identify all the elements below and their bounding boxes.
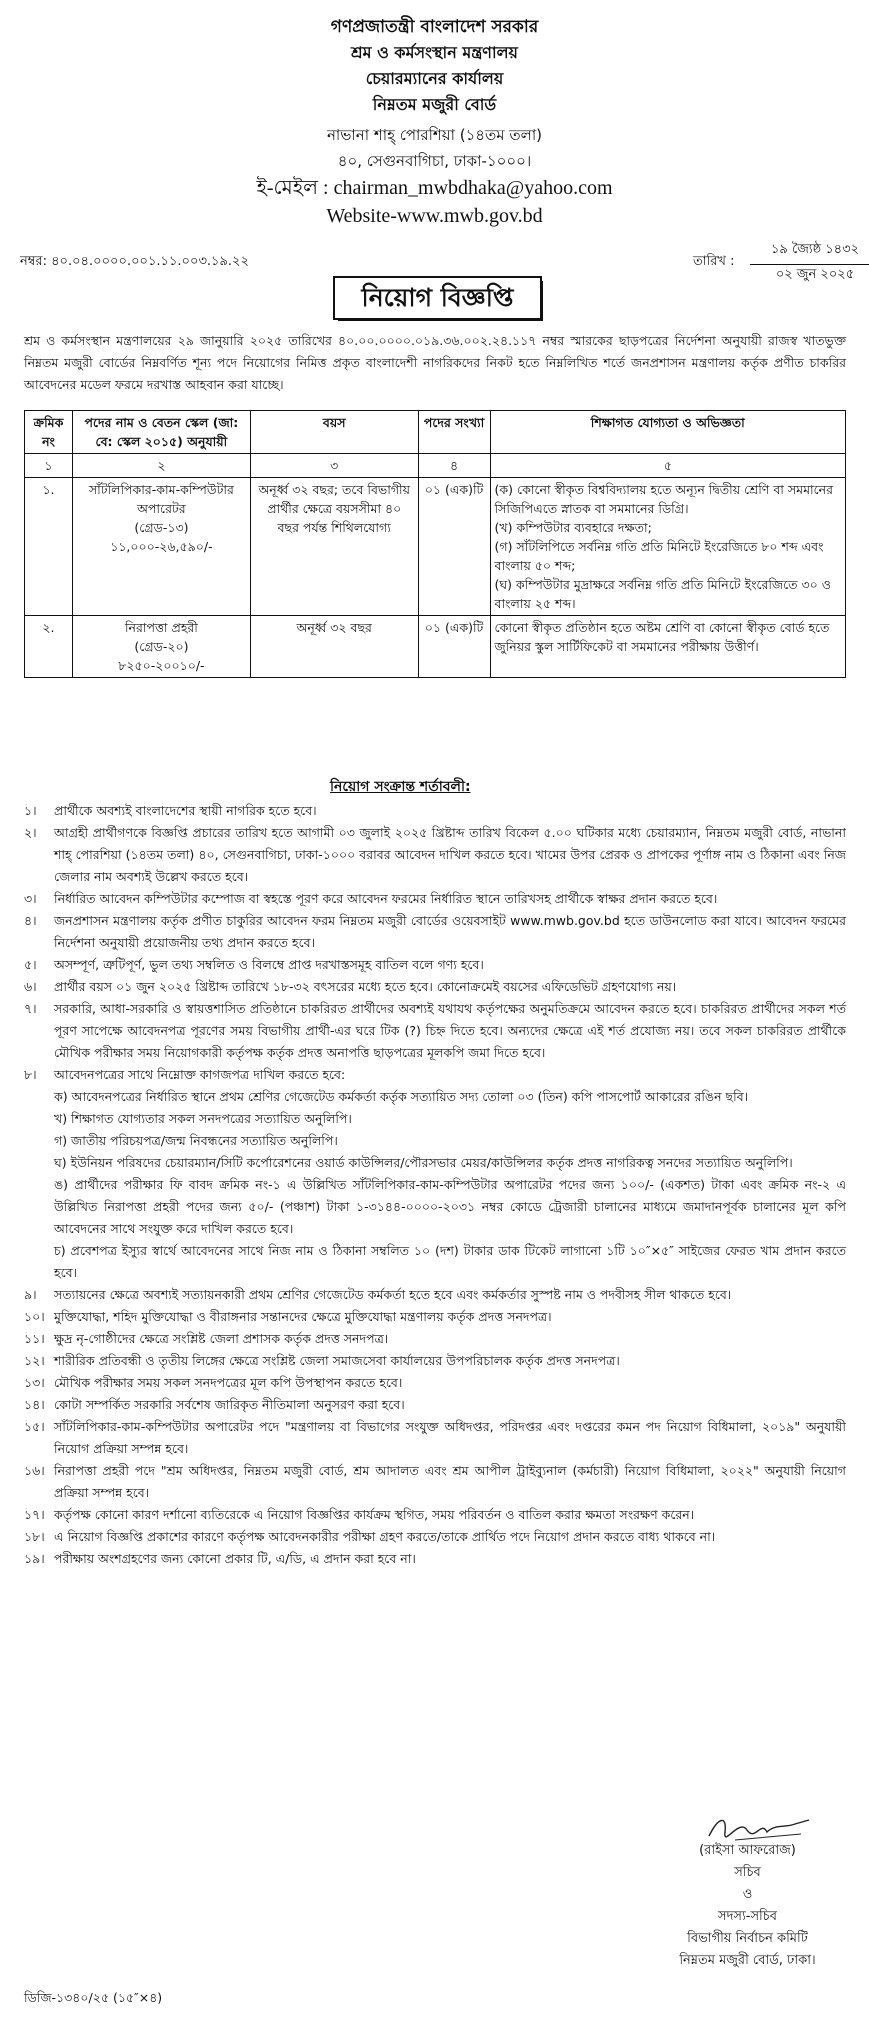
condition-item <box>24 822 846 888</box>
col-number: ৫ <box>490 454 845 478</box>
condition-item <box>24 1460 846 1504</box>
post-grade: (গ্রেড-১৩) <box>134 520 189 535</box>
memo-number: নম্বর: ৪০.০৪.০০০০.০০১.১১.০০৩.১৯.২২ <box>20 254 249 269</box>
condition-number: ১৯। <box>24 1551 45 1566</box>
row-serial: ১. <box>25 478 73 616</box>
condition-number: ১৪। <box>24 1397 45 1412</box>
condition-text: এ নিয়োগ বিজ্ঞপ্তি প্রকাশের কারণে কর্তৃপক্ষ আবেদনকারীর পরীক্ষা গ্রহণ করতে/তাকে প্রার্থিত পদে নিয়োগ প্রদান করতে বাধ্য থাকবে না। <box>54 1529 716 1544</box>
ministry-name: শ্রম ও কর্মসংস্থান মন্ত্রণালয় <box>351 43 518 62</box>
posts-table <box>24 410 846 678</box>
letterhead <box>0 14 869 230</box>
row-post <box>72 616 250 678</box>
signatory-committee: বিভাগীয় নির্বাচন কমিটি <box>687 1931 808 1946</box>
signatory-title: সচিব <box>734 1865 761 1880</box>
post-grade: (গ্রেড-২০) <box>134 639 189 654</box>
email: ই-মেইল : chairman_mwbdhaka@yahoo.com <box>256 177 613 199</box>
condition-text: মৌখিক পরীক্ষার সময় সকল সনদপত্রের মূল কপি উপস্থাপন করতে হবে। <box>54 1375 403 1390</box>
condition-item <box>24 1328 846 1350</box>
signatory-office: নিম্নতম মজুরী বোর্ড, ঢাকা। <box>679 1953 816 1968</box>
condition-item <box>24 1064 846 1086</box>
condition-item <box>24 998 846 1064</box>
document-requirement: ঙ) প্রার্থীদের পরীক্ষার ফি বাবদ ক্রমিক নং-১ এ উল্লিখিত সাঁটলিপিকার-কাম-কম্পিউটার অপারেটর পদের জন্য ১০০/- (একশত) টাকা এবং ক্রমিক নং-২ এ উল্লিখিত নিরাপত্তা প্রহরী পদের জন্য ৫০/- (পঞ্চাশ) টাকা ১-৩১৪৪-০০০০-২০৩১ নম্বর কোডে ট্রেজারী চালানের মাধ্যমে জমাদানপূর্বক চালানের মূল কপি আবেদনের সাথে সংযুক্ত করে দাখিল করতে হবে। <box>54 1177 846 1236</box>
header-serial: ক্রমিক নং <box>25 411 73 454</box>
col-number: ২ <box>72 454 250 478</box>
condition-number: ১১। <box>24 1331 45 1346</box>
date-english: ০২ জুন ২০২৫ <box>775 267 855 282</box>
qualification-item: (ঘ) কম্পিউটার মুদ্রাক্ষরে সর্বনিম্ন গতি প্রতি মিনিটে ইংরেজিতে ৩০ ও বাংলায় ২৫ শব্দ। <box>494 577 831 611</box>
header-qualification: শিক্ষাগত যোগ্যতা ও অভিজ্ঞতা <box>490 411 845 454</box>
qualification-item: (ক) কোনো স্বীকৃত বিশ্ববিদ্যালয় হতে অন্যূন দ্বিতীয় শ্রেণি বা সমমানের সিজিপিএতে স্নাতক বা সমমানের ডিগ্রি। <box>494 482 834 516</box>
row-serial: ২. <box>25 616 73 678</box>
post-scale: ১১,০০০-২৬,৫৯০/- <box>110 539 213 554</box>
condition-number: ১৭। <box>24 1507 45 1522</box>
document-requirement: চ) প্রবেশপত্র ইস্যুর স্বার্থে আবেদনের সাথে নিজ নাম ও ঠিকানা সম্বলিত ১০ (দশ) টাকার ডাক টিকেট লাগানো ১টি ১০″×৫″ সাইজের ফেরত খাম প্রদান করতে হবে। <box>54 1243 846 1280</box>
condition-number: ১৮। <box>24 1529 45 1544</box>
row-age: অনূর্ধ্ব ৩২ বছর; তবে বিভাগীয় প্রার্থীর ক্ষেত্রে বয়সসীমা ৪০ বছর পর্যন্ত শিথিলযোগ্য <box>250 478 418 616</box>
page-title: নিয়োগ বিজ্ঞপ্তি <box>333 276 542 320</box>
condition-text: সাঁটলিপিকার-কাম-কম্পিউটার অপারেটর পদে "মন্ত্রণালয় বা বিভাগের সংযুক্ত অধিদপ্তর, পরিদপ্তর এবং দপ্তরের কমন পদ নিয়োগ বিধিমালা, ২০১৯" অনুযায়ী নিয়োগ প্রক্রিয়া সম্পন্ন হবে। <box>54 1419 846 1456</box>
row-age: অনূর্ধ্ব ৩২ বছর <box>250 616 418 678</box>
condition-number: ৯। <box>24 1287 37 1302</box>
condition-item <box>24 1504 846 1526</box>
signatory-conj: ও <box>742 1887 753 1902</box>
condition-text: কর্তৃপক্ষ কোনো কারণ দর্শানো ব্যতিরেকে এ নিয়োগ বিজ্ঞপ্তির কার্যক্রম স্থগিত, সময় পরিবর্তন ও বাতিল করার ক্ষমতা সংরক্ষণ করেন। <box>54 1507 695 1522</box>
row-post <box>72 478 250 616</box>
col-number: ১ <box>25 454 73 478</box>
condition-number: ৪। <box>24 913 37 928</box>
table-header-row <box>25 411 846 454</box>
conditions-title: নিয়োগ সংক্রান্ত শর্তাবলী: <box>330 779 471 795</box>
post-name: সাঁটলিপিকার-কাম-কম্পিউটার অপারেটর <box>88 482 234 516</box>
condition-text: জনপ্রশাসন মন্ত্রণালয় কর্তৃক প্রণীত চাকুরির আবেদন ফরম নিম্নতম মজুরী বোর্ডের ওয়েবসাইট www.mwb.gov.bd হতে ডাউনলোড করা যাবে। আবেদন ফরমের নির্দেশনা অনুযায়ী প্রয়োজনীয় তথ্য প্রদান করতে হবে। <box>54 913 846 950</box>
condition-text: নির্ধারিত আবেদন কম্পিউটার কম্পোজ বা স্বহস্তে পূরণ করে আবেদন ফরমের নির্ধারিত স্থানে তারিখসহ প্রার্থীকে স্বাক্ষর প্রদান করতে হবে। <box>54 891 718 906</box>
condition-number: ১। <box>24 803 37 818</box>
signatory-role: সদস্য-সচিব <box>717 1909 778 1924</box>
document-requirement: গ) জাতীয় পরিচয়পত্র/জন্ম নিবন্ধনের সত্যায়িত অনুলিপি। <box>54 1133 338 1148</box>
row-qualification <box>490 616 845 678</box>
condition-number: ১৩। <box>24 1375 45 1390</box>
table-row <box>25 616 846 678</box>
condition-text: ক্ষুদ্র নৃ-গোষ্ঠীদের ক্ষেত্রে সংশ্লিষ্ট জেলা প্রশাসক কর্তৃক প্রদত্ত সনদপত্র। <box>54 1331 389 1346</box>
condition-text: পরীক্ষায় অংশগ্রহণের জন্য কোনো প্রকার টি, এ/ডি, এ প্রদান করা হবে না। <box>54 1551 416 1566</box>
condition-text: কোটা সম্পর্কিত সরকারি সর্বশেষ জারিকৃত নীতিমালা অনুসরণ করা হবে। <box>54 1397 405 1412</box>
condition-item <box>24 976 846 998</box>
table-row <box>25 478 846 616</box>
condition-text: আগ্রহী প্রার্থীগণকে বিজ্ঞপ্তি প্রচারের তারিখ হতে আগামী ০৩ জুলাই ২০২৫ খ্রিষ্টাব্দ তারিখ বিকেল ৫.০০ ঘটিকার মধ্যে চেয়ারম্যান, নিম্নতম মজুরী বোর্ড, নাভানা শাহ্ পোরশিয়া (১৪তম তলা) ৪০, সেগুনবাগিচা, ঢাকা-১০০০ বরাবর আবেদন দাখিল করতে হবে। খামের উপর প্রেরক ও প্রাপকের পূর্ণাঙ্গ নাম ও ঠিকানা এবং নিজ জেলার নাম অবশ্যই উল্লেখ করতে হবে। <box>54 825 846 884</box>
condition-item <box>24 1372 846 1394</box>
signatory-block <box>660 1840 835 1972</box>
condition-text: আবেদনপত্রের সাথে নিম্নোক্ত কাগজপত্র দাখিল করতে হবে: <box>54 1067 346 1082</box>
col-number: ৩ <box>250 454 418 478</box>
date-bangla: ১৯ জ্যৈষ্ঠ ১৪৩২ <box>750 240 869 265</box>
condition-text: প্রার্থীকে অবশ্যই বাংলাদেশের স্থায়ী নাগরিক হতে হবে। <box>54 803 317 818</box>
website: Website-www.mwb.gov.bd <box>326 205 543 227</box>
condition-number: ৫। <box>24 957 37 972</box>
condition-number: ৮। <box>24 1067 37 1082</box>
col-number: ৪ <box>418 454 490 478</box>
building-name: নাভানা শাহ্ পোরশিয়া (১৪তম তলা) <box>326 126 543 144</box>
intro-paragraph: শ্রম ও কর্মসংস্থান মন্ত্রণালয়ের ২৯ জানুয়ারি ২০২৫ তারিখের ৪০.০০.০০০০.০১৯.৩৬.০০২.২৪.১১৭ নম্বর স্মারকের ছাড়পত্রের নির্দেশনা অনুযায়ী রাজস্ব খাতভুক্ত নিম্নতম মজুরী বোর্ডের নিম্নবর্ণিত শূন্য পদে নিয়োগের নিমিত্ত প্রকৃত বাংলাদেশী নাগরিকদের নিকট হতে নিম্নলিখিত শর্তে জনপ্রশাসন মন্ত্রণালয় কর্তৃক প্রণীত চাকরির আবেদনের মডেল ফরমে দরখাস্ত আহবান করা যাচ্ছে। <box>24 333 846 392</box>
condition-item <box>24 888 846 910</box>
footer-code: ডিজি-১৩৪০/২৫ (১৫″×৪) <box>24 1990 163 2005</box>
condition-text: মুক্তিযোদ্ধা, শহিদ মুক্তিযোদ্ধা ও বীরাঙ্গনার সন্তানদের ক্ষেত্রে মুক্তিযোদ্ধা মন্ত্রণালয় কর্তৃক প্রদত্ত সনদপত্র। <box>54 1309 552 1324</box>
document-requirement: ঘ) ইউনিয়ন পরিষদের চেয়ারম্যান/সিটি কর্পোরেশনের ওয়ার্ড কাউন্সিলর/পৌরসভার মেয়র/কাউন্সিলর কর্তৃক প্রদত্ত নাগরিকত্ব সনদের সত্যায়িত অনুলিপি। <box>54 1155 793 1170</box>
condition-number: ১৫। <box>24 1419 45 1434</box>
condition-item <box>24 1306 846 1328</box>
conditions-list <box>24 800 846 1570</box>
condition-item <box>24 1416 846 1460</box>
header-age: বয়স <box>250 411 418 454</box>
condition-text: প্রার্থীর বয়স ০১ জুন ২০২৫ খ্রিষ্টাব্দ তারিখে ১৮-৩২ বৎসরের মধ্যে হতে হবে। কোনোক্রমেই বয়সের এফিডেভিট গ্রহণযোগ্য নয়। <box>54 979 677 994</box>
row-count: ০১ (এক)টি <box>418 616 490 678</box>
condition-item <box>24 800 846 822</box>
condition-number: ১০। <box>24 1309 45 1324</box>
condition-item <box>24 1350 846 1372</box>
signatory-name: (রাইসা আফরোজ) <box>699 1843 796 1858</box>
document-requirement: ক) আবেদনপত্রের নির্ধারিত স্থানে প্রথম শ্রেণির গেজেটেড কর্মকর্তা কর্তৃক সত্যায়িত সদ্য তোলা ০৩ (তিন) কপি পাসপোর্ট আকারের রঙিন ছবি। <box>54 1089 749 1104</box>
condition-number: ৬। <box>24 979 37 994</box>
condition-item <box>24 954 846 976</box>
signature-scribble <box>705 1810 815 1844</box>
post-name: নিরাপত্তা প্রহরী <box>124 620 198 635</box>
condition-text: নিরাপত্তা প্রহরী পদে "শ্রম অধিদপ্তর, নিম্নতম মজুরী বোর্ড, শ্রম আদালত এবং শ্রম আপীল ট্রাইব্যুনাল (কর্মচারী) নিয়োগ বিধিমালা, ২০২২" অনুযায়ী নিয়োগ প্রক্রিয়া সম্পন্ন হবে। <box>54 1463 846 1500</box>
qualification-item: কোনো স্বীকৃত প্রতিষ্ঠান হতে অষ্টম শ্রেণি বা কোনো স্বীকৃত বোর্ড হতে জুনিয়র স্কুল সার্টিফিকেট বা সমমানের পরীক্ষায় উত্তীর্ণ। <box>494 620 830 654</box>
condition-item <box>24 1394 846 1416</box>
condition-text: অসম্পূর্ণ, ত্রুটিপূর্ণ, ভুল তথ্য সম্বলিত ও বিলম্বে প্রাপ্ত দরখাস্তসমূহ বাতিল বলে গণ্য হবে। <box>54 957 484 972</box>
condition-text: শারীরিক প্রতিবন্ধী ও তৃতীয় লিঙ্গের ক্ষেত্রে সংশ্লিষ্ট জেলা সমাজসেবা কার্যালয়ের উপপরিচালক কর্তৃক প্রদত্ত সনদপত্র। <box>54 1353 620 1368</box>
row-qualification <box>490 478 845 616</box>
condition-item <box>24 1548 846 1570</box>
condition-text: সরকারি, আধা-সরকারি ও স্বায়ত্তশাসিত প্রতিষ্ঠানে চাকরিরত প্রার্থীদের অবশ্যই যথাযথ কর্তৃপক্ষের অনুমতিক্রমে আবেদন করতে হবে। চাকরিরত প্রার্থীদের সকল শর্ত পূরণ সাপেক্ষে আবেদনপত্র পূরণের সময় বিভাগীয় প্রার্থী-এর ঘরে টিক (?) চিহ্ন দিতে হবে। অন্যদের ক্ষেত্রে এই শর্ত প্রযোজ্য নয়। তবে সকল চাকরিরত প্রার্থীকে মৌখিক পরীক্ষার সময় নিয়োগকারী কর্তৃপক্ষ কর্তৃক প্রদত্ত অনাপত্তি ছাড়পত্রের মূলকপি জমা দিতে হবে। <box>54 1001 846 1060</box>
document-requirement: খ) শিক্ষাগত যোগ্যতার সকল সনদপত্রের সত্যায়িত অনুলিপি। <box>54 1111 352 1126</box>
qualification-item: (খ) কম্পিউটার ব্যবহারে দক্ষতা; <box>494 520 652 535</box>
header-post: পদের নাম ও বেতন স্কেল (জা: বে: স্কেল ২০১৫) অনুযায়ী <box>72 411 250 454</box>
condition-text: সত্যায়নের ক্ষেত্রে অবশ্যই সত্যায়নকারী প্রথম শ্রেণির গেজেটেড কর্মকর্তা হতে হবে এবং কর্মকর্তার সুস্পষ্ট নাম ও পদবীসহ সীল থাকতে হবে। <box>54 1287 732 1302</box>
post-scale: ৮২৫০-২০০১০/- <box>118 658 205 673</box>
condition-number: ৭। <box>24 1001 37 1016</box>
condition-item <box>24 1526 846 1548</box>
condition-item <box>24 910 846 954</box>
condition-item <box>24 1284 846 1306</box>
condition-number: ১২। <box>24 1353 45 1368</box>
table-col-number-row <box>25 454 846 478</box>
condition-number: ১৬। <box>24 1463 45 1478</box>
row-count: ০১ (এক)টি <box>418 478 490 616</box>
header-count: পদের সংখ্যা <box>418 411 490 454</box>
govt-name: গণপ্রজাতন্ত্রী বাংলাদেশ সরকার <box>330 17 539 37</box>
condition-number: ৩। <box>24 891 37 906</box>
qualification-item: (গ) সাঁটলিপিতে সর্বনিম্ন গতি প্রতি মিনিটে ইংরেজিতে ৮০ শব্দ এবং বাংলায় ৫০ শব্দ; <box>494 539 824 573</box>
office-name: চেয়ারম্যানের কার্যালয় <box>365 69 504 88</box>
address: ৪০, সেগুনবাগিচা, ঢাকা-১০০০। <box>337 152 532 170</box>
condition-number: ২। <box>24 825 37 840</box>
date-label: তারিখ : <box>693 254 735 269</box>
board-name: নিম্নতম মজুরী বোর্ড <box>372 95 497 114</box>
